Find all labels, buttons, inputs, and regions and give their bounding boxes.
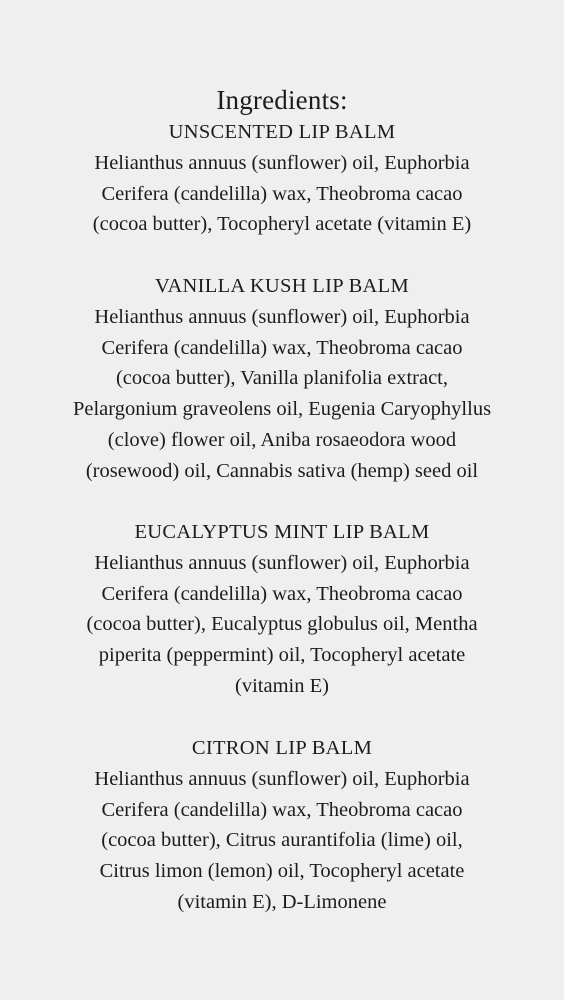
ingredient-line: (cocoa butter), Tocopheryl acetate (vitamin E) [92,213,472,236]
ingredient-line: Helianthus annuus (sunflower) oil, Euphorbia [94,305,470,328]
ingredient-line: piperita (peppermint) oil, Tocopheryl acetate [98,644,466,667]
section-eucalyptus-mint [0,517,564,702]
ingredient-line: Cerifera (candelilla) wax, Theobroma cacao [101,798,463,821]
section-unscented [0,117,564,240]
ingredient-line: (vitamin E) [235,674,329,697]
ingredient-line: Citrus limon (lemon) oil, Tocopheryl acetate [99,860,465,883]
section-heading: VANILLA KUSH LIP BALM [154,275,410,297]
section-vanilla-kush [0,271,564,487]
ingredient-line: Cerifera (candelilla) wax, Theobroma cacao [101,182,463,205]
section-heading: UNSCENTED LIP BALM [168,121,396,143]
ingredient-line: (cocoa butter), Eucalyptus globulus oil, Mentha [86,613,478,636]
page-title: Ingredients: [216,85,348,115]
ingredient-line: (cocoa butter), Citrus aurantifolia (lime) oil, [101,829,463,852]
ingredient-line: (vitamin E), D-Limonene [177,890,387,913]
ingredient-line: (rosewood) oil, Cannabis sativa (hemp) seed oil [85,459,479,482]
section-citron [0,733,564,918]
section-heading: CITRON LIP BALM [191,737,373,759]
ingredient-line: Helianthus annuus (sunflower) oil, Euphorbia [94,151,470,174]
ingredient-line: Cerifera (candelilla) wax, Theobroma cacao [101,582,463,605]
ingredient-line: Helianthus annuus (sunflower) oil, Euphorbia [94,767,470,790]
ingredient-line: Pelargonium graveolens oil, Eugenia Caryophyllus [72,398,492,421]
section-heading: EUCALYPTUS MINT LIP BALM [134,521,430,543]
ingredient-line: Helianthus annuus (sunflower) oil, Euphorbia [94,551,470,574]
ingredient-line: (clove) flower oil, Aniba rosaeodora wood [107,428,457,451]
ingredient-line: (cocoa butter), Vanilla planifolia extract, [115,367,449,390]
ingredient-line: Cerifera (candelilla) wax, Theobroma cacao [101,336,463,359]
